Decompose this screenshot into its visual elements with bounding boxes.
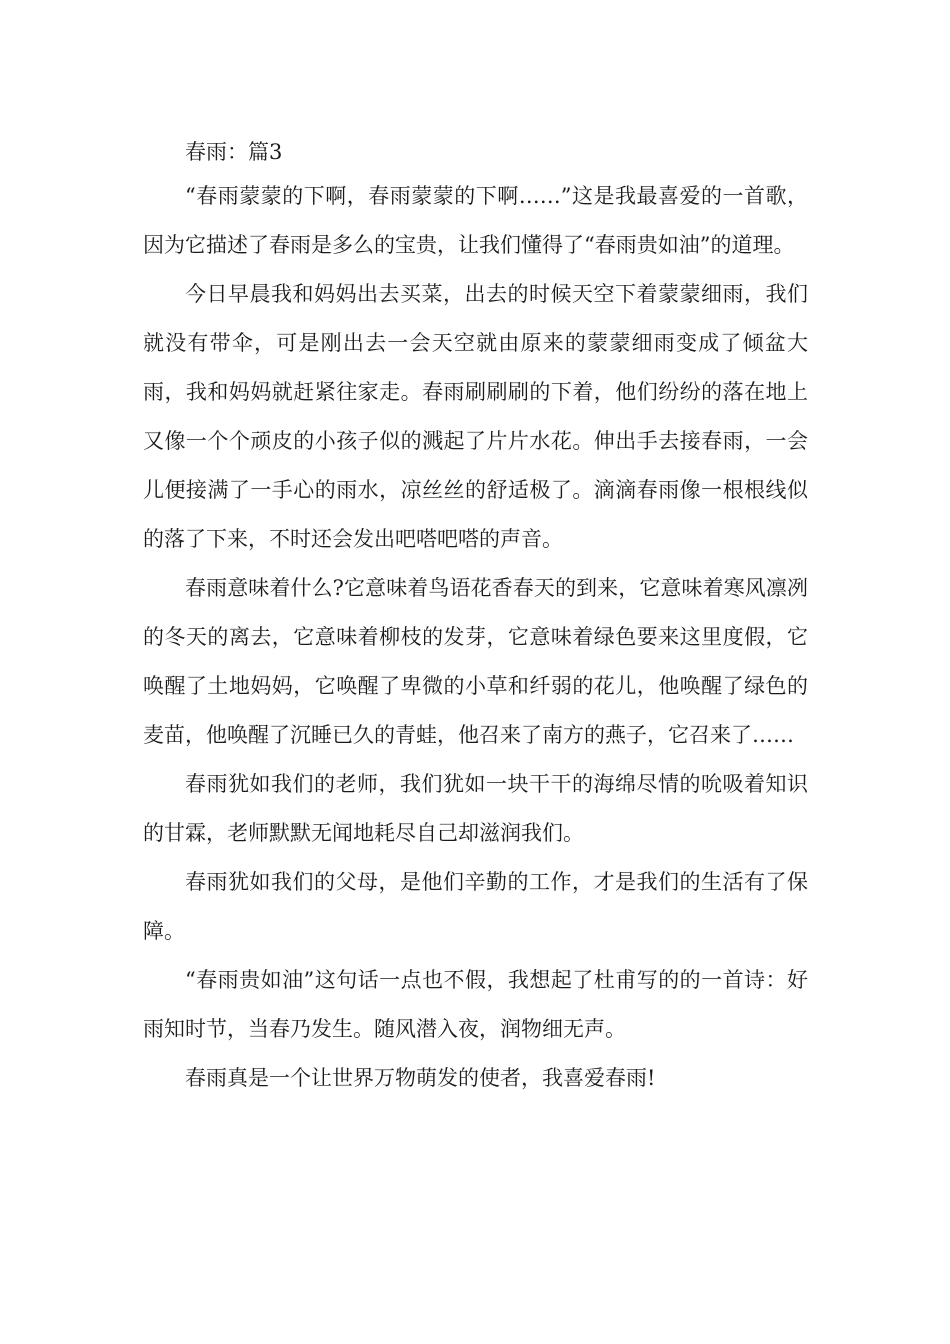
- paragraph-5: 春雨犹如我们的父母，是他们辛勤的工作，才是我们的生活有了保障。: [143, 870, 808, 943]
- paragraph-6: “春雨贵如油”这句话一点也不假，我想起了杜甫写的的一首诗：好雨知时节，当春乃发生。随风潜入夜，润物细无声。: [143, 968, 808, 1041]
- paragraph-3: 春雨意味着什么?它意味着鸟语花香春天的到来，它意味着寒风凛冽的冬天的离去，它意味着柳枝的发芽，它意味着绿色要来这里度假，它唤醒了土地妈妈，它唤醒了卑微的小草和纤弱的花儿，他唤醒了绿色的麦苗，他唤醒了沉睡已久的青蛙，他召来了南方的燕子，它召来了……: [143, 576, 808, 747]
- paragraph-2: 今日早晨我和妈妈出去买菜，出去的时候天空下着蒙蒙细雨，我们就没有带伞，可是刚出去一会天空就由原来的蒙蒙细雨变成了倾盆大雨，我和妈妈就赶紧往家走。春雨刷刷刷的下着，他们纷纷的落在地上又像一个个顽皮的小孩子似的溅起了片片水花。伸出手去接春雨，一会儿便接满了一手心的雨水，凉丝丝的舒适极了。滴滴春雨像一根根线似的落了下来，不时还会发出吧嗒吧嗒的声音。: [143, 282, 808, 551]
- section-heading: 春雨：篇3: [185, 140, 283, 164]
- paragraph-7: 春雨真是一个让世界万物萌发的使者，我喜爱春雨!: [185, 1066, 656, 1090]
- paragraph-4: 春雨犹如我们的老师，我们犹如一块干干的海绵尽情的吮吸着知识的甘霖，老师默默无闻地耗尽自己却滋润我们。: [143, 772, 808, 845]
- paragraph-1: “春雨蒙蒙的下啊，春雨蒙蒙的下啊……”这是我最喜爱的一首歌，因为它描述了春雨是多么的宝贵，让我们懂得了“春雨贵如油”的道理。: [143, 184, 808, 257]
- document-body: [143, 132, 808, 1103]
